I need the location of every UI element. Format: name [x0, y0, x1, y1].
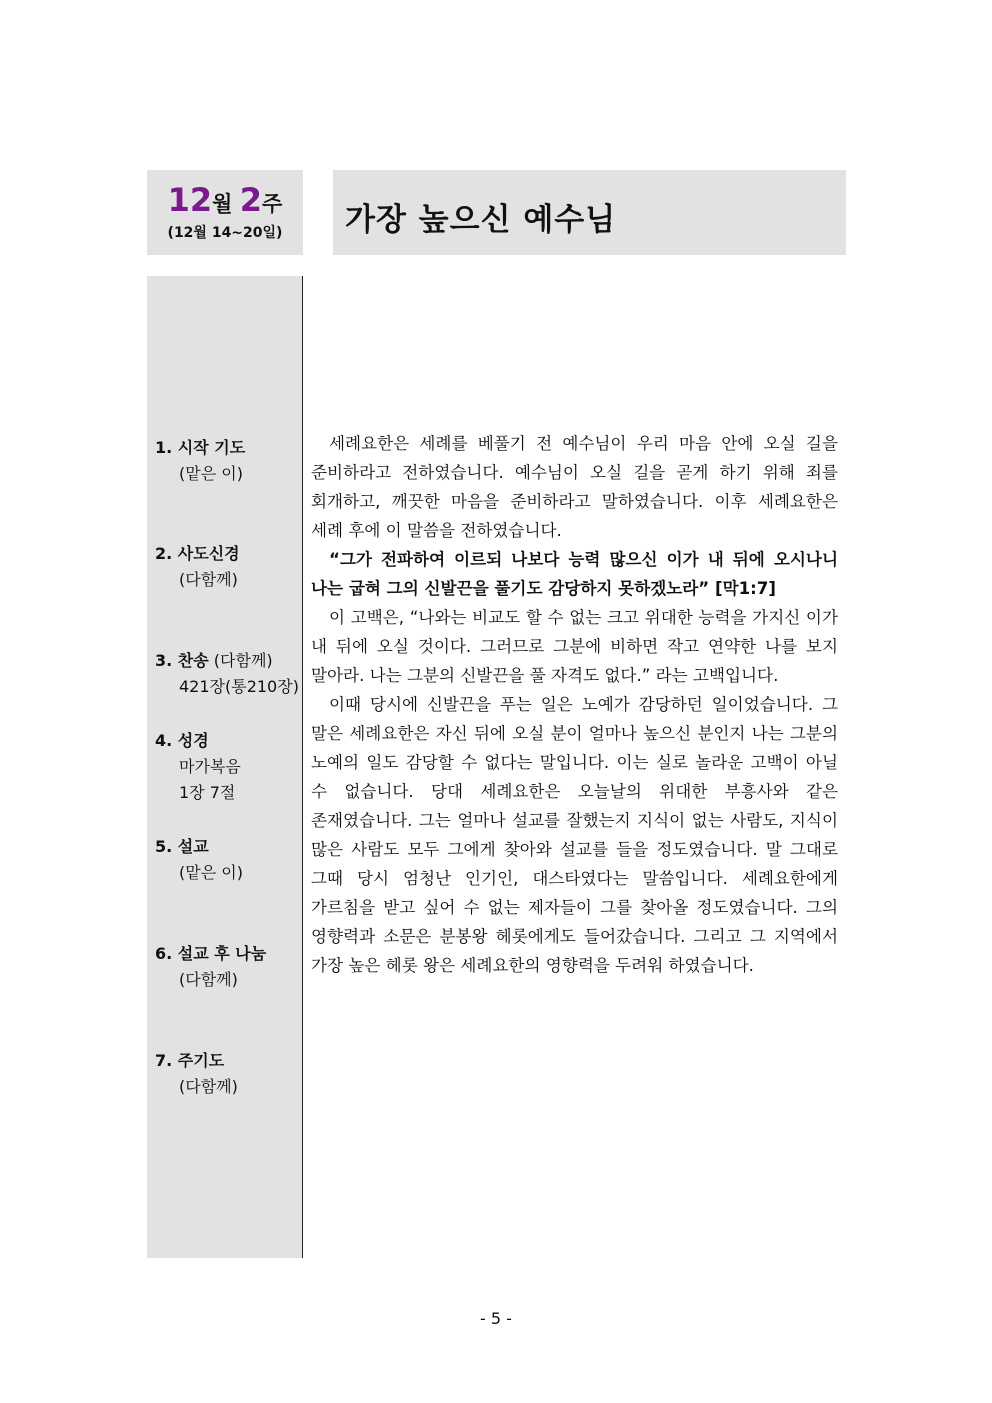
page-title: 가장 높으신 예수님 [345, 202, 617, 238]
order-item-sharing [155, 941, 266, 993]
order-item-sub2: 1장 7절 [179, 783, 236, 802]
date-range: (12월 14~20일) [167, 225, 283, 241]
order-item-lords-prayer [155, 1048, 238, 1100]
order-item-label: 4. 성경 [155, 731, 209, 750]
title-box [333, 170, 846, 255]
paragraph-confession: 이 고백은, “나와는 비교도 할 수 없는 크고 위대한 능력을 가지신 이가 내 뒤에 오실 것이다. 그러므로 그분에 비하면 작고 연약한 나를 보지 말아라. 나는 그분의 신발끈을 풀 자격도 없다.” 라는 고백입니다. [311, 608, 838, 685]
order-item-inline-sub: (다함께) [208, 651, 273, 670]
order-item-label: 7. 주기도 [155, 1051, 225, 1070]
order-item-label: 2. 사도신경 [155, 544, 240, 563]
order-item-sub: (맡은 이) [179, 464, 243, 483]
worship-order-sidebar [147, 276, 303, 1258]
order-item-apostles-creed [155, 541, 240, 593]
paragraph-context: 이때 당시에 신발끈을 푸는 일은 노예가 감당하던 일이었습니다. 그 말은 세례요한은 자신 뒤에 오실 분이 얼마나 높으신 분인지 나는 그분의 노예의 일도 감당할 수 없다는 말입니다. 이는 실로 놀라운 고백이 아닐 수 없습니다. 당대 세례요한은 오늘날의 위대한 부흥사와 같은 존재였습니다. 그는 얼마나 설교를 잘했는지 지식이 없는 사람도, 지식이 많은 사람도 모두 그에게 찾아와 설교를 들을 정도였습니다. 말 그대로 그때 당시 엄청난 인기인, 대스타였다는 말씀입니다. 세례요한에게 가르침을 받고 싶어 수 없는 제자들이 그를 찾아올 정도였습니다. 그의 영향력과 소문은 분봉왕 헤롯에게도 들어갔습니다. 그리고 그 지역에서 가장 높은 헤롯 왕은 세례요한의 영향력을 두려워 하였습니다. [311, 695, 838, 975]
month-number: 12 [167, 181, 213, 219]
order-item-label: 5. 설교 [155, 837, 209, 856]
order-item-sub: (다함께) [179, 970, 238, 989]
paragraph-intro: 세례요한은 세례를 베풀기 전 예수님이 우리 마음 안에 오실 길을 준비하라고 전하였습니다. 예수님이 오실 길을 곧게 하기 위해 죄를 회개하고, 깨끗한 마음을 준비하라고 말하였습니다. 이후 세례요한은 세례 후에 이 말씀을 전하였습니다. [311, 434, 838, 540]
month-unit: 월 [212, 192, 233, 216]
scripture-quote: “그가 전파하여 이르되 나보다 능력 많으신 이가 내 뒤에 오시나니 나는 굽혀 그의 신발끈을 풀기도 감당하지 못하겠노라” [막1:7] [311, 550, 838, 598]
order-item-hymn [155, 648, 299, 700]
order-item-label: 6. 설교 후 나눔 [155, 944, 267, 963]
order-item-sub: (다함께) [179, 570, 238, 589]
order-item-sermon [155, 834, 243, 886]
week-number: 2 [239, 181, 263, 219]
order-item-scripture [155, 728, 241, 806]
week-unit: 주 [262, 192, 283, 216]
order-item-opening-prayer [155, 435, 245, 487]
week-heading [147, 181, 303, 219]
order-item-sub: (다함께) [179, 1077, 238, 1096]
order-item-sub: 421장(통210장) [179, 677, 299, 696]
page-number: - 5 - [480, 1309, 512, 1328]
order-item-label: 3. 찬송 [155, 651, 209, 670]
order-item-sub: 마가복음 [179, 757, 241, 776]
order-item-sub: (맡은 이) [179, 863, 243, 882]
week-label-box [147, 170, 303, 255]
sermon-text [311, 429, 838, 980]
order-item-label: 1. 시작 기도 [155, 438, 246, 457]
